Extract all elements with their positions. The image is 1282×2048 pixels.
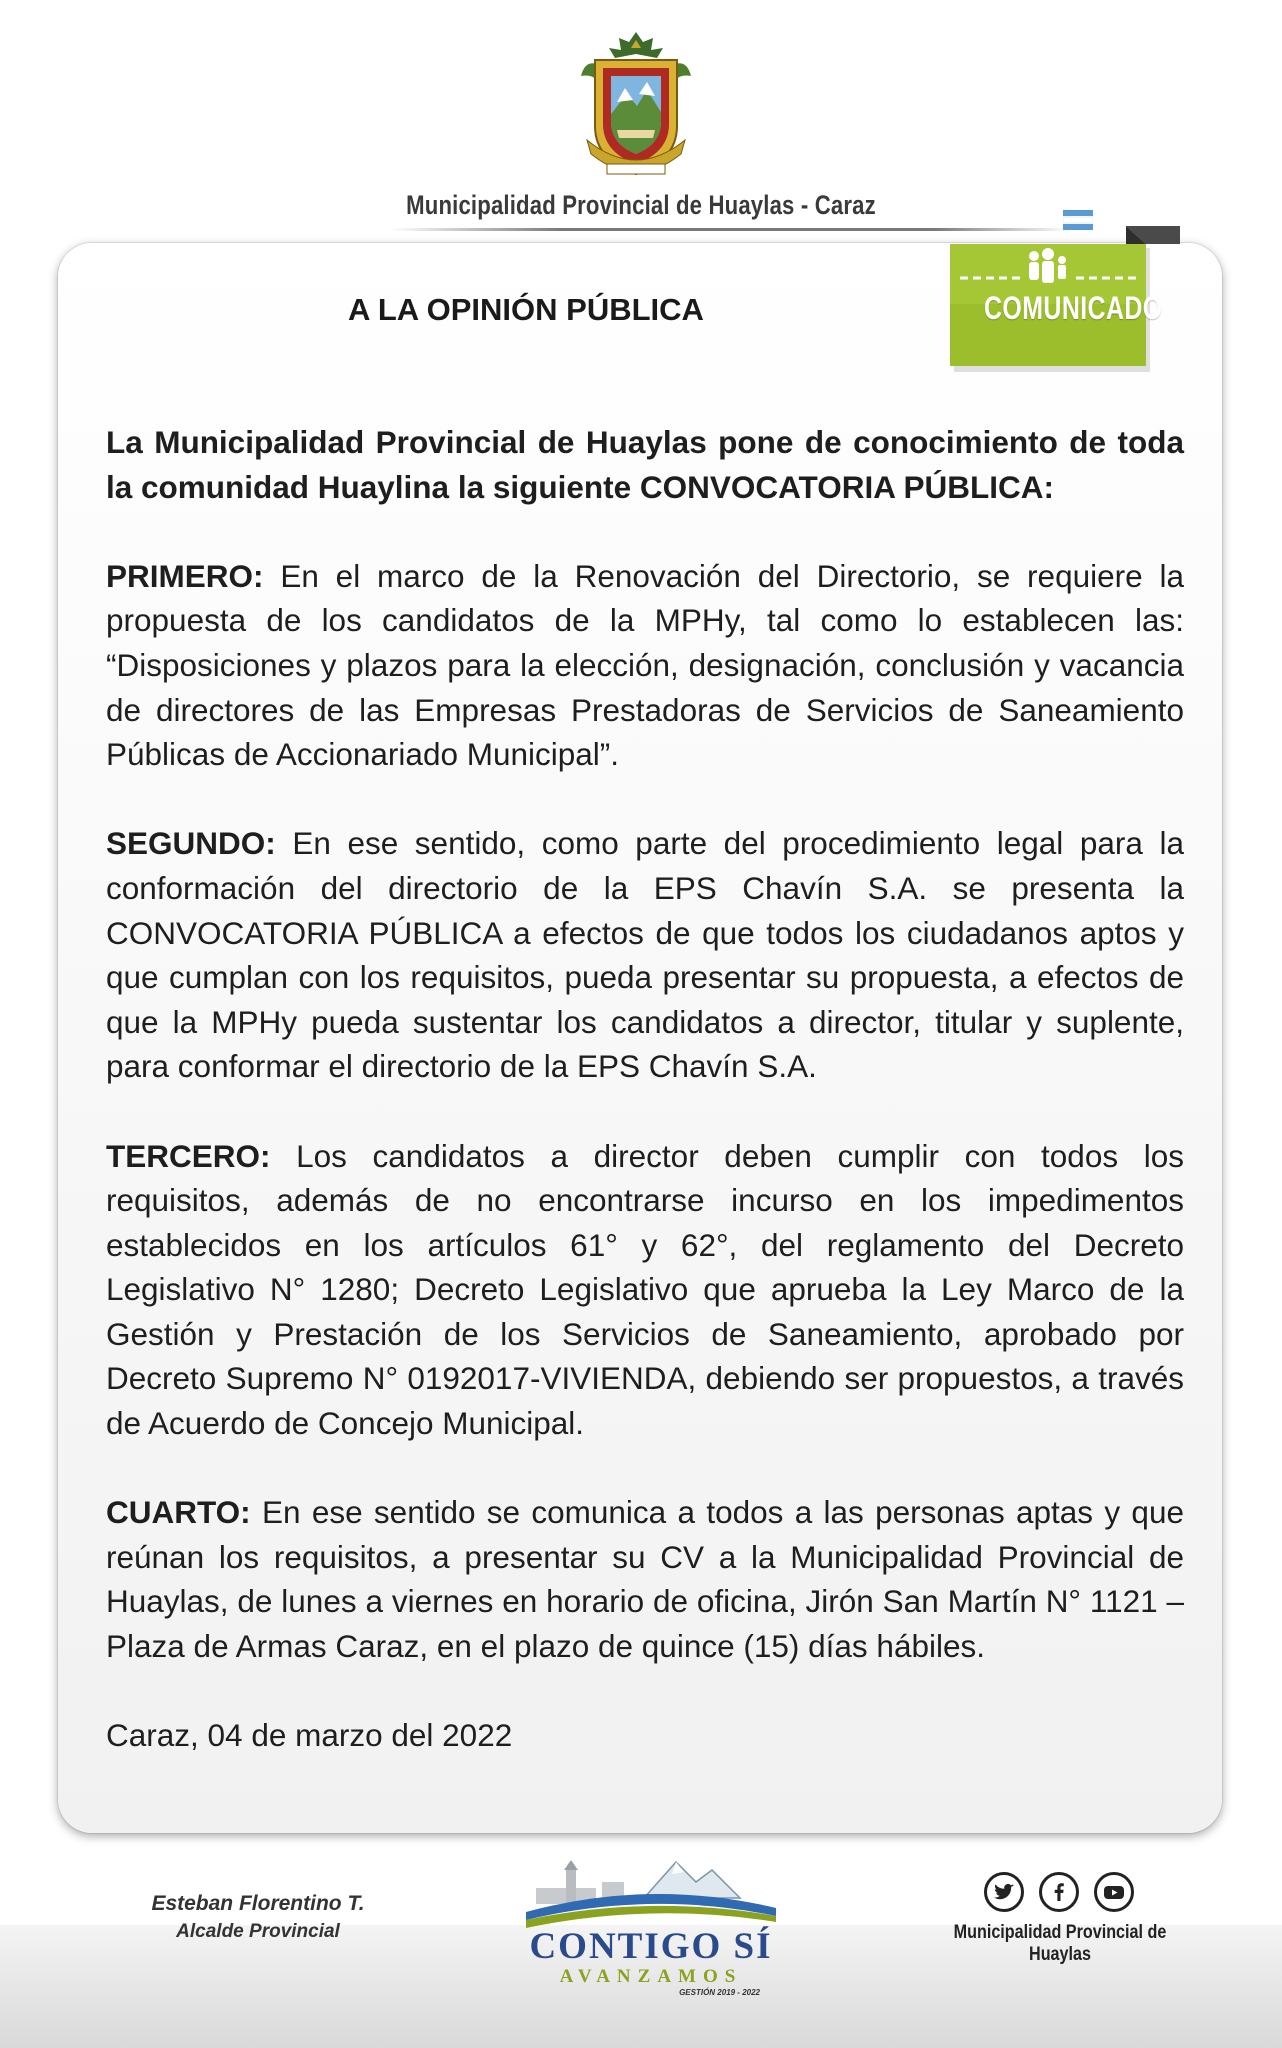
mayor-name: Esteban Florentino T. (151, 1892, 365, 1915)
youtube-icon[interactable] (1094, 1872, 1134, 1912)
section-heading: TERCERO: (106, 1137, 271, 1174)
mayor-role: Alcalde Provincial (176, 1921, 340, 1942)
comunicado-badge-label: COMUNICADO (984, 290, 1163, 326)
org-header-title: Municipalidad Provincial de Huaylas - Caraz (406, 190, 876, 220)
section-text: En ese sentido se comunica a todos a las personas aptas y que reúnan los requisitos, a presentar su CV a la Municipalidad Provincial de Huaylas, de lunes a viernes en horario de oficina, Jirón San Martín N° 1121 – Plaza de Armas Caraz, en el plazo de quince (15) días hábiles. (106, 1494, 1184, 1665)
section-tercero (106, 1134, 1184, 1446)
section-text: En el marco de la Renovación del Directorio, se requiere la propuesta de los candidatos de la MPHy, tal como lo establecen las: “Disposiciones y plazos para la elección, designación, conclusión y vacancia de directores de las Empresas Prestadoras de Servicios de Saneamiento Públicas de Accionariado Municipal”. (106, 557, 1184, 773)
campaign-subtitle: AVANZAMOS (559, 1966, 743, 1987)
section-heading: SEGUNDO: (106, 825, 276, 862)
facebook-icon[interactable] (1039, 1872, 1079, 1912)
section-heading: PRIMERO: (106, 557, 264, 594)
document-date: Caraz, 04 de marzo del 2022 (106, 1717, 513, 1754)
document-body (106, 420, 1184, 1758)
twitter-icon[interactable] (984, 1872, 1024, 1912)
section-cuarto (106, 1490, 1184, 1668)
section-heading: CUARTO: (106, 1494, 251, 1531)
section-text: Los candidatos a director deben cumplir con todos los requisitos, además de no encontrarse incurso en los impedimentos establecidos en los artículos 61° y 62°, del reglamento del Decreto Legislativo N° 1280; Decreto Legislativo que aprueba la Ley Marco de la Gestión y Prestación de los Servicios de Saneamiento, aprobado por Decreto Supremo N° 0192017-VIVIENDA, debiendo ser propuestos, a través de Acuerdo de Concejo Municipal. (106, 1137, 1184, 1442)
campaign-logo-icon (526, 1858, 776, 1930)
intro-paragraph: La Municipalidad Provincial de Huaylas pone de conocimiento de toda la comunidad Huaylina la siguiente CONVOCATORIA PÚBLICA: (106, 424, 1184, 505)
footer-org-name: Municipalidad Provincial de Huaylas (953, 1922, 1167, 1965)
municipal-crest-icon (577, 30, 695, 190)
campaign-term: GESTIÓN 2019 - 2022 (679, 1988, 760, 1997)
document-title: A LA OPINIÓN PÚBLICA (348, 292, 704, 327)
campaign-title: CONTIGO SÍ (529, 1926, 773, 1967)
section-primero (106, 554, 1184, 777)
section-segundo (106, 821, 1184, 1089)
section-text: En ese sentido, como parte del procedimiento legal para la conformación del directorio de la EPS Chavín S.A. se presenta la CONVOCATORIA PÚBLICA a efectos de que todos los ciudadanos aptos y que cumplan con los requisitos, pueda presentar su propuesta, a efectos de que la MPHy pueda sustentar los candidatos a director, titular y suplente, para conformar el directorio de la EPS Chavín S.A. (106, 825, 1184, 1085)
